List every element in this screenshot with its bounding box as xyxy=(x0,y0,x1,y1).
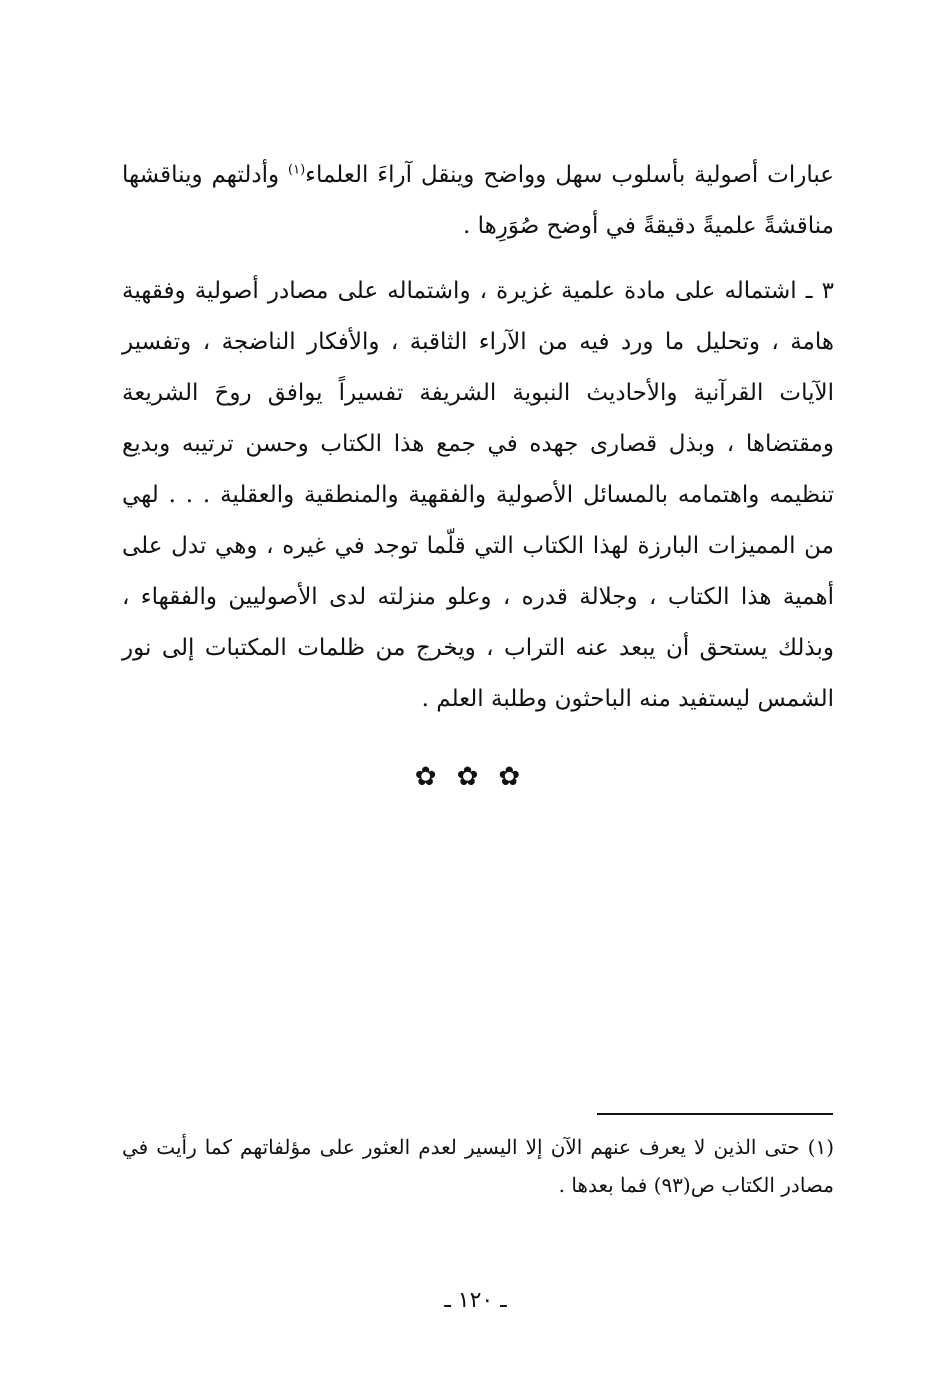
paragraph-2: ٣ ـ اشتماله على مادة علمية غزيرة ، واشتماله على مصادر أصولية وفقهية هامة ، وتحليل ما ورد فيه من الآراء الثاقبة ، والأفكار الناضجة ، وتفسير الآيات القرآنية والأحاديث النبوية الشريفة تفسيراً يوافق روحَ الشريعة ومقتضاها ، وبذل قصارى جهده في جمع هذا الكتاب وحسن ترتيبه وبديع تنظيمه واهتمامه بالمسائل الأصولية والفقهية والمنطقية والعقلية . . . لهي من المميزات البارزة لهذا الكتاب التي قلّما توجد في غيره ، وهي تدل على أهمية هذا الكتاب ، وجلالة قدره ، وعلو منزلته لدى الأصوليين والفقهاء ، وبذلك يستحق أن يبعد عنه التراب ، ويخرج من ظلمات المكتبات إلى نور الشمس ليستفيد منه الباحثون وطلبة العلم . xyxy=(122,278,834,712)
section-separator xyxy=(0,762,951,792)
footnote-divider xyxy=(597,1113,833,1115)
footnote-reference: (١) xyxy=(288,162,306,178)
footnote xyxy=(122,1128,834,1204)
main-text xyxy=(122,150,834,725)
paragraph-spacer xyxy=(122,252,834,266)
footnote-text: حتى الذين لا يعرف عنهم الآن إلا اليسير لعدم العثور على مؤلفاتهم كما رأيت في مصادر الكتاب ص(٩٣) فما بعدها . xyxy=(122,1135,834,1197)
footnote-marker: (١) xyxy=(807,1135,834,1159)
flower-ornament-icon: ✿ xyxy=(498,762,537,792)
paragraph-1-text-start: عبارات أصولية بأسلوب سهل وواضح وينقل آراءَ العلماء xyxy=(305,162,834,188)
paragraph-1 xyxy=(122,150,834,252)
paragraph-1-text-end: وأدلتهم ويناقشها مناقشةً علميةً دقيقةً في أوضح صُوَرِها . xyxy=(122,162,834,239)
flower-ornament-icon: ✿ xyxy=(414,762,453,792)
flower-ornament-icon: ✿ xyxy=(456,762,495,792)
page-number: ـ ١٢٠ ـ xyxy=(444,1288,507,1313)
